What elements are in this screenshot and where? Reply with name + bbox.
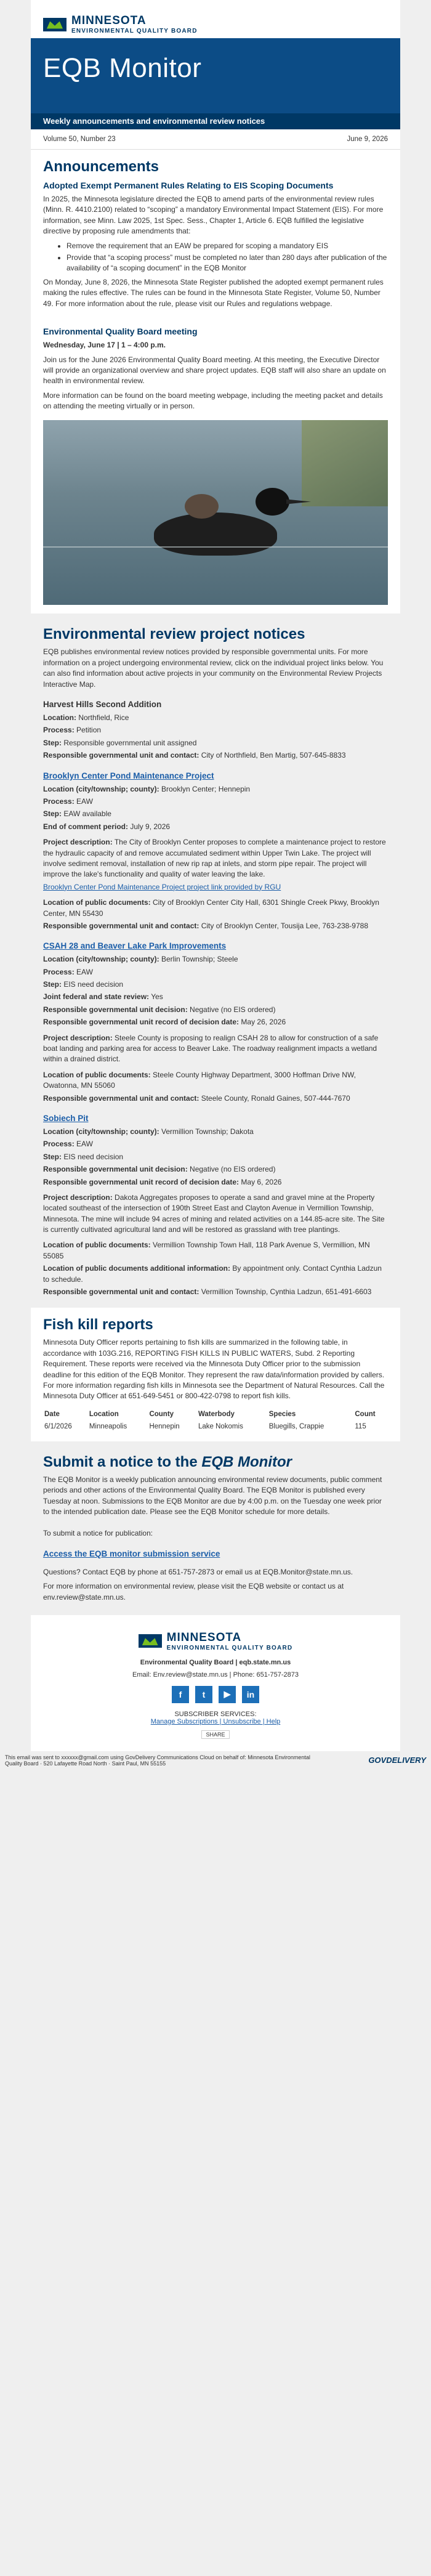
- delivery-note: This email was sent to xxxxxx@gmail.com using GovDelivery Communications Cloud on behalf of: Minnesota Environmental Quality Board · 520 Lafayette Road North · Saint Paul, MN 55155: [5, 1754, 310, 1767]
- logo-agency: ENVIRONMENTAL QUALITY BOARD: [71, 28, 198, 34]
- field-value: July 9, 2026: [130, 822, 171, 831]
- facebook-icon[interactable]: f: [172, 1686, 189, 1703]
- field-value: Negative (no EIS ordered): [190, 1005, 276, 1014]
- loon-head: [256, 488, 289, 516]
- project-field: [43, 1263, 388, 1285]
- rule-paragraph-2: On Monday, June 8, 2026, the Minnesota State Register published the adopted exempt permanent rules making the rules effective. The rules can be found in the Minnesota State Register, Volume 50, Number 49. For more information about the rule, please visit our Rules and regulations webpage.: [43, 277, 384, 308]
- project-field: [43, 1070, 388, 1092]
- subscriber-links[interactable]: Manage Subscriptions | Unsubscribe | Help: [150, 1717, 281, 1725]
- field-label: Location of public documents:: [43, 1241, 151, 1250]
- field-value: By appointment only. Contact Cynthia Ladzun to schedule.: [43, 1264, 382, 1284]
- field-label: Responsible governmental unit decision:: [43, 1005, 188, 1014]
- issue-volume: Volume 50, Number 23: [43, 136, 116, 143]
- fish-col-header: Location: [89, 1410, 119, 1418]
- minnesota-logo-icon: [43, 18, 66, 31]
- field-label: Process:: [43, 726, 75, 735]
- footer: [31, 1615, 400, 1751]
- rule-bullet-1: • Remove the requirement that an EAW be prepared for scoping a mandatory EIS: [66, 241, 388, 251]
- project-field: [43, 796, 388, 807]
- footer-contact: Email: Env.review@state.mn.us | Phone: 651-757-2873: [132, 1671, 299, 1679]
- field-value: City of Brooklyn Center, Tousija Lee, 763-238-9788: [201, 921, 368, 930]
- announcements-section: [31, 158, 400, 411]
- notices-heading: Environmental review project notices: [43, 626, 305, 643]
- rule-list: [55, 241, 388, 273]
- field-label: Process:: [43, 796, 75, 806]
- subscriber-services-label: SUBSCRIBER SERVICES:: [174, 1710, 257, 1718]
- project-field: [43, 967, 388, 978]
- footer-logo-agency: ENVIRONMENTAL QUALITY BOARD: [166, 1644, 293, 1651]
- field-value: EAW available: [63, 809, 111, 819]
- field-value: Brooklyn Center; Hennepin: [161, 784, 251, 793]
- project-field: [43, 992, 388, 1002]
- footer-org: Environmental Quality Board | eqb.state.mn.us: [140, 1658, 291, 1666]
- newsletter-tagline: Weekly announcements and environmental review notices: [31, 113, 400, 129]
- field-label: Step:: [43, 809, 62, 819]
- footer-logo-state: MINNESOTA: [166, 1630, 242, 1644]
- project-field: [43, 921, 388, 931]
- share-button[interactable]: SHARE: [201, 1730, 229, 1739]
- field-label: Location of public documents additional information:: [43, 1264, 230, 1273]
- field-value: Negative (no EIS ordered): [190, 1165, 276, 1174]
- hero-banner: [31, 38, 400, 129]
- rule-bullet-2: • Provide that “a scoping process” must be completed no later than 280 days after publication of the availability of “a scoping document” in the EQB Monitor: [66, 253, 388, 273]
- field-label: Responsible governmental unit and contact:: [43, 1287, 199, 1297]
- field-value: Berlin Township; Steele: [161, 955, 238, 964]
- project-field: [43, 809, 388, 819]
- field-value: Dakota Aggregates proposes to operate a sand and gravel mine at the Property located southeast of the intersection of 190th Street East and Clayton Avenue in Vermillion Township, Minnesota. The mine will include 94 acres of mining and related activities on a 144.85-acre site. The Site is currently cultivated agricultural land and will be restored as grassland with tree plantings.: [43, 1193, 385, 1234]
- project-field: [43, 1093, 388, 1104]
- field-value: Vermillion Township, Cynthia Ladzun, 651-491-6603: [201, 1287, 372, 1297]
- fish-heading: Fish kill reports: [43, 1316, 153, 1334]
- project-field: [43, 822, 388, 832]
- project-field: [43, 1240, 388, 1262]
- field-label: Responsible governmental unit decision:: [43, 1165, 188, 1174]
- newsletter-title: EQB Monitor: [43, 53, 202, 83]
- project-field: [43, 1033, 388, 1065]
- govdelivery-logo[interactable]: GOVDELIVERY: [368, 1756, 426, 1765]
- field-label: Project description:: [43, 838, 113, 847]
- project-field: [43, 784, 388, 795]
- field-label: Process:: [43, 967, 75, 976]
- submit-heading: Submit a notice to the EQB Monitor: [43, 1453, 292, 1470]
- mn-eqb-logo[interactable]: [43, 14, 198, 34]
- meeting-title: Environmental Quality Board meeting: [43, 326, 198, 337]
- project-field: [43, 725, 388, 735]
- project-field: [43, 1177, 388, 1188]
- field-value: Vermillion Township; Dakota: [161, 1127, 254, 1136]
- logo-state: MINNESOTA: [71, 14, 147, 27]
- field-label: Project description:: [43, 1193, 113, 1202]
- field-value: Northfield, Rice: [78, 713, 129, 723]
- field-label: Project description:: [43, 1033, 113, 1042]
- field-value: City of Northfield, Ben Martig, 507-645-8833: [201, 751, 346, 760]
- social-links: [31, 1686, 400, 1703]
- meeting-when: Wednesday, June 17 | 1 – 4:00 p.m.: [43, 341, 166, 350]
- field-label: Location (city/township; county):: [43, 955, 159, 964]
- meeting-paragraph-1: Join us for the June 2026 Environmental Quality Board meeting. At this meeting, the Executive Director will provide an organizational overview and share project updates. EQB staff will also share an update on health in environmental review.: [43, 355, 386, 386]
- project-field: [43, 882, 388, 893]
- field-value: City of Brooklyn Center City Hall, 6301 Shingle Creek Pkwy, Brooklyn Center, MN 55430: [43, 898, 379, 918]
- field-label: Responsible governmental unit record of decision date:: [43, 1177, 240, 1186]
- project-field: [43, 1005, 388, 1015]
- logo-bar: [31, 0, 400, 38]
- project-field: [43, 713, 388, 723]
- rule-title: Adopted Exempt Permanent Rules Relating to EIS Scoping Documents: [43, 180, 334, 190]
- fish-cell: Hennepin: [149, 1422, 180, 1430]
- field-value: May 6, 2026: [241, 1177, 282, 1186]
- youtube-icon[interactable]: ▶: [219, 1686, 236, 1703]
- field-value: EIS need decision: [63, 980, 124, 989]
- field-value: EAW: [76, 796, 93, 806]
- notices-section: [31, 614, 400, 1308]
- field-label: Responsible governmental unit and contact:: [43, 1093, 199, 1103]
- project-field: [43, 1139, 388, 1149]
- fish-table: [43, 1408, 388, 1433]
- fish-col-header: County: [149, 1410, 174, 1418]
- field-value: Responsible governmental unit assigned: [63, 738, 197, 747]
- twitter-icon[interactable]: t: [195, 1686, 212, 1703]
- footer-logo[interactable]: [31, 1631, 400, 1651]
- fish-col-header: Date: [44, 1410, 60, 1418]
- project-field: [43, 1164, 388, 1175]
- meeting-paragraph-2: More information can be found on the board meeting webpage, including the meeting packet and details on attending the meeting virtually or in person.: [43, 391, 383, 411]
- fish-col-header: Species: [268, 1410, 296, 1418]
- field-value: Steele County, Ronald Gaines, 507-444-7670: [201, 1093, 350, 1103]
- field-label: Location (city/township; county):: [43, 1127, 159, 1136]
- submit-questions: Questions? Contact EQB by phone at 651-757-2873 or email us at EQB.Monitor@state.mn.us.: [43, 1567, 353, 1576]
- project-field: [43, 1193, 388, 1236]
- project-list: [43, 700, 388, 1297]
- fish-cell: Minneapolis: [89, 1422, 127, 1430]
- field-value: Yes: [151, 992, 163, 1002]
- field-label: Step:: [43, 1152, 62, 1161]
- project-field: [43, 954, 388, 965]
- project-field: [43, 897, 388, 919]
- field-value: Vermillion Township Town Hall, 118 Park Avenue S, Vermillion, MN 55085: [43, 1241, 370, 1260]
- announcements-heading: Announcements: [43, 158, 159, 175]
- project-title[interactable]: Brooklyn Center Pond Maintenance Project: [43, 771, 214, 780]
- delivery-footer: [0, 1751, 431, 1770]
- field-value: EAW: [76, 1140, 93, 1149]
- fish-cell: 115: [355, 1422, 366, 1430]
- issue-date: June 9, 2026: [347, 136, 388, 143]
- field-label: Responsible governmental unit record of decision date:: [43, 1018, 240, 1027]
- project-title: Harvest Hills Second Addition: [43, 700, 162, 710]
- submission-service-link[interactable]: Access the EQB monitor submission service: [43, 1549, 220, 1558]
- project-field: [43, 1127, 388, 1137]
- field-label: Responsible governmental unit and contact:: [43, 751, 199, 760]
- project-title[interactable]: CSAH 28 and Beaver Lake Park Improvements: [43, 941, 227, 951]
- submit-more-info: For more information on environmental review, please visit the EQB website or contact us at env.review@state.mn.us.: [43, 1582, 344, 1602]
- field-label: Process:: [43, 1140, 75, 1149]
- field-label: Location:: [43, 713, 76, 723]
- loon-photo: [43, 420, 388, 605]
- fish-section: [31, 1316, 400, 1432]
- field-label: End of comment period:: [43, 822, 128, 831]
- field-label: Location of public documents:: [43, 898, 151, 907]
- project-field: [43, 750, 388, 761]
- project-title[interactable]: Sobiech Pit: [43, 1113, 89, 1123]
- project-field: [43, 1152, 388, 1162]
- fish-col-header: Count: [355, 1410, 376, 1418]
- field-label: Step:: [43, 738, 62, 747]
- submit-section: [31, 1441, 400, 1615]
- rule-paragraph-1: In 2025, the Minnesota legislature directed the EQB to amend parts of the environmental review rules (Minn. R. 4410.2100) related to “scoping” a mandatory Environmental Impact Statement (EIS). For more information, see Minn. Law 2025, 1st Spec. Sess., Chapter 1, Article 6. EQB fulfilled the legislative directive by proposing rule amendments that:: [43, 195, 384, 236]
- project-field: [43, 738, 388, 748]
- field-value: EIS need decision: [63, 1152, 124, 1161]
- field-label: Joint federal and state review:: [43, 992, 150, 1002]
- notices-intro: EQB publishes environmental review notices provided by responsible governmental units. For more information on a project undergoing environmental review, click on the individual project links below. You can also find information about active projects in your community on the Environmental Review Projects Interactive Map.: [43, 647, 384, 689]
- fish-intro: Minnesota Duty Officer reports pertaining to fish kills are summarized in the following table, in accordance with 103G.216, REPORTING FISH KILLS IN PUBLIC WATERS, Subd. 2 Reporting Requirement. These reports were received via the Minnesota Duty Officer prior to the submission deadline for this edition of the EQB Monitor. They represent the raw data/information provided by callers. For more information regarding fish kills in Minnesota see the Department of Natural Resources. Call the Minnesota Duty Officer at 651-649-5451 or 800-422-0798 to report fish kills.: [43, 1338, 385, 1401]
- project-field: [43, 837, 388, 880]
- field-value: May 26, 2026: [241, 1018, 286, 1027]
- field-label: Location of public documents:: [43, 1070, 151, 1079]
- field-value: Petition: [76, 726, 102, 735]
- submit-paragraph-2: To submit a notice for publication:: [43, 1529, 153, 1538]
- project-field: [43, 1287, 388, 1297]
- field-value: Steele County is proposing to realign CSAH 28 to allow for construction of a safe boat landing and parking area for access to Beaver Lake. The roadway realignment impacts a wetland within a drained district.: [43, 1033, 379, 1064]
- project-field: [43, 1017, 388, 1027]
- fish-cell: Lake Nokomis: [198, 1422, 243, 1430]
- project-link[interactable]: Brooklyn Center Pond Maintenance Project project link provided by RGU: [43, 882, 281, 891]
- linkedin-icon[interactable]: in: [242, 1686, 259, 1703]
- field-value: EAW: [76, 967, 93, 976]
- field-label: Location (city/township; county):: [43, 784, 159, 793]
- minnesota-logo-icon: [139, 1634, 162, 1648]
- loon-body: [154, 512, 277, 556]
- field-value: The City of Brooklyn Center proposes to complete a maintenance project to restore the hydraulic capacity of and remove accumulated sediment within Upper Twin Lake. The project will involve sediment removal, installation of new rip rap at inlets, and storm pipe repair. The project will improve the lake's functionality and quality of water leaving the lake.: [43, 838, 386, 879]
- table-row: [43, 1420, 388, 1433]
- fish-cell: 6/1/2026: [44, 1422, 72, 1430]
- submit-paragraph-1: The EQB Monitor is a weekly publication announcing environmental review documents, public comment periods and other actions of the Environmental Quality Board. The EQB Monitor is published every Tuesday at noon. Submissions to the EQB Monitor are due by 4:00 p.m. on the Tuesday one week prior to the intended publication date. Please see the EQB Monitor schedule for more details.: [43, 1475, 382, 1516]
- field-value: Steele County Highway Department, 3000 Hoffman Drive NW, Owatonna, MN 55060: [43, 1070, 356, 1090]
- newsletter: [31, 0, 400, 1751]
- issue-bar: [31, 129, 400, 150]
- field-label: Responsible governmental unit and contact:: [43, 921, 199, 930]
- project-field: [43, 979, 388, 990]
- fish-cell: Bluegills, Crappie: [268, 1422, 324, 1430]
- fish-col-header: Waterbody: [198, 1410, 235, 1418]
- field-label: Step:: [43, 980, 62, 989]
